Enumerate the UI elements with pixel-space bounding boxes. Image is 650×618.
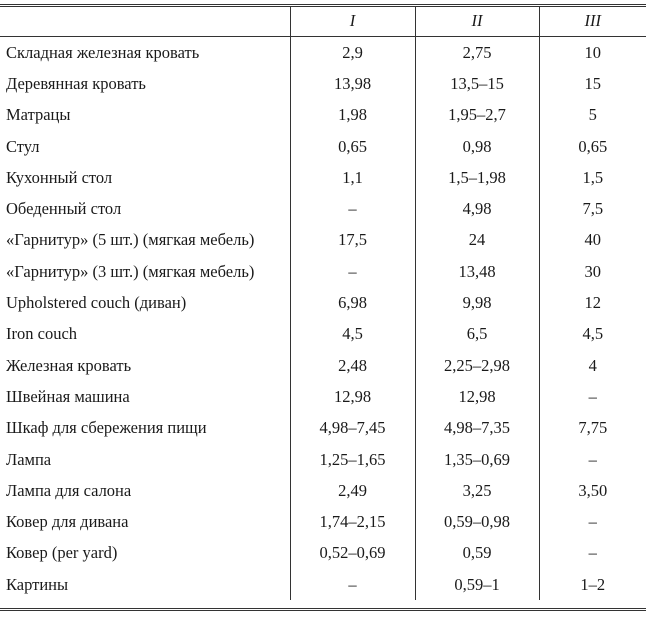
row-item-name: Лампа для салона — [6, 480, 132, 500]
row-value-col-1: 17,5 — [290, 225, 415, 256]
row-value-col-3: 4,5 — [539, 319, 646, 350]
row-value-col-1: – — [290, 569, 415, 600]
row-value-col-2: 6,5 — [415, 319, 539, 350]
table-row — [0, 413, 646, 444]
header-col-1: I — [290, 6, 415, 37]
header-col-2: II — [415, 6, 539, 37]
row-value-col-2: 1,35–0,69 — [415, 444, 539, 475]
row-value-col-1: 1,25–1,65 — [290, 444, 415, 475]
row-item-name: «Гарнитур» (5 шт.) (мягкая мебель) — [6, 230, 255, 250]
table-row — [0, 444, 646, 475]
row-value-col-3: 0,65 — [539, 131, 646, 162]
table-row — [0, 162, 646, 193]
row-value-col-3: 15 — [539, 68, 646, 99]
row-item-name: Складная железная кровать — [6, 42, 200, 62]
row-item-name: Ковер для дивана — [6, 512, 129, 532]
row-item-name: Обеденный стол — [6, 199, 122, 219]
row-value-col-3: 4 — [539, 350, 646, 381]
row-value-col-1: – — [290, 256, 415, 287]
row-value-col-3: 30 — [539, 256, 646, 287]
row-value-col-3: – — [539, 444, 646, 475]
row-value-col-3: 1–2 — [539, 569, 646, 600]
row-item-name: Матрацы — [6, 105, 71, 125]
table-row — [0, 256, 646, 287]
table-row — [0, 475, 646, 506]
table-row — [0, 287, 646, 318]
row-value-col-2: 3,25 — [415, 475, 539, 506]
row-item-name: Лампа — [6, 449, 52, 469]
row-value-col-1: 4,98–7,45 — [290, 413, 415, 444]
row-value-col-1: 0,52–0,69 — [290, 538, 415, 569]
row-value-col-2: 0,59–1 — [415, 569, 539, 600]
row-value-col-2: 2,75 — [415, 37, 539, 69]
row-item-name: Картины — [6, 574, 69, 594]
row-item-name: Стул — [6, 136, 40, 156]
row-value-col-2: 4,98 — [415, 193, 539, 224]
row-value-col-2: 24 — [415, 225, 539, 256]
table-row — [0, 100, 646, 131]
table-row — [0, 350, 646, 381]
row-value-col-2: 1,95–2,7 — [415, 100, 539, 131]
row-item-name: Кухонный стол — [6, 167, 113, 187]
row-item-name: Upholstered couch (диван) — [6, 293, 187, 313]
table-row — [0, 319, 646, 350]
row-item-name: Деревянная кровать — [6, 73, 146, 93]
row-item-name: Шкаф для сбережения пищи — [6, 418, 207, 438]
row-value-col-3: 12 — [539, 287, 646, 318]
table-row — [0, 569, 646, 600]
row-value-col-3: 7,75 — [539, 413, 646, 444]
table-row — [0, 538, 646, 569]
row-value-col-2: 12,98 — [415, 381, 539, 412]
table-row — [0, 131, 646, 162]
row-value-col-2: 4,98–7,35 — [415, 413, 539, 444]
row-value-col-1: 2,48 — [290, 350, 415, 381]
row-value-col-1: 2,9 — [290, 37, 415, 69]
row-value-col-3: – — [539, 538, 646, 569]
row-value-col-3: – — [539, 506, 646, 537]
row-value-col-3: 7,5 — [539, 193, 646, 224]
header-col-3: III — [539, 6, 646, 37]
row-value-col-3: – — [539, 381, 646, 412]
price-table — [0, 6, 646, 600]
table-header-row — [0, 6, 646, 37]
row-value-col-2: 9,98 — [415, 287, 539, 318]
row-value-col-3: 40 — [539, 225, 646, 256]
table-row — [0, 225, 646, 256]
row-value-col-3: 10 — [539, 37, 646, 69]
table-bottom-rule — [0, 608, 646, 611]
row-item-name: Ковер (per yard) — [6, 543, 118, 563]
row-value-col-2: 0,59–0,98 — [415, 506, 539, 537]
row-value-col-1: 12,98 — [290, 381, 415, 412]
row-value-col-1: 4,5 — [290, 319, 415, 350]
row-item-name: «Гарнитур» (3 шт.) (мягкая мебель) — [6, 261, 255, 281]
row-value-col-1: 1,98 — [290, 100, 415, 131]
header-item-name — [0, 6, 290, 37]
row-value-col-2: 0,98 — [415, 131, 539, 162]
table-row — [0, 193, 646, 224]
table-row — [0, 37, 646, 69]
table-row — [0, 506, 646, 537]
row-value-col-1: 1,1 — [290, 162, 415, 193]
row-item-name: Швейная машина — [6, 386, 130, 406]
row-value-col-3: 1,5 — [539, 162, 646, 193]
row-value-col-2: 2,25–2,98 — [415, 350, 539, 381]
row-value-col-3: 5 — [539, 100, 646, 131]
table-row — [0, 68, 646, 99]
row-value-col-2: 1,5–1,98 — [415, 162, 539, 193]
table-body — [0, 37, 646, 601]
row-value-col-2: 0,59 — [415, 538, 539, 569]
table-row — [0, 381, 646, 412]
row-value-col-2: 13,5–15 — [415, 68, 539, 99]
row-value-col-1: 1,74–2,15 — [290, 506, 415, 537]
row-value-col-1: 13,98 — [290, 68, 415, 99]
row-value-col-3: 3,50 — [539, 475, 646, 506]
row-value-col-2: 13,48 — [415, 256, 539, 287]
row-value-col-1: 0,65 — [290, 131, 415, 162]
row-value-col-1: – — [290, 193, 415, 224]
row-value-col-1: 6,98 — [290, 287, 415, 318]
row-value-col-1: 2,49 — [290, 475, 415, 506]
row-item-name: Iron couch — [6, 324, 78, 344]
row-item-name: Железная кровать — [6, 355, 132, 375]
